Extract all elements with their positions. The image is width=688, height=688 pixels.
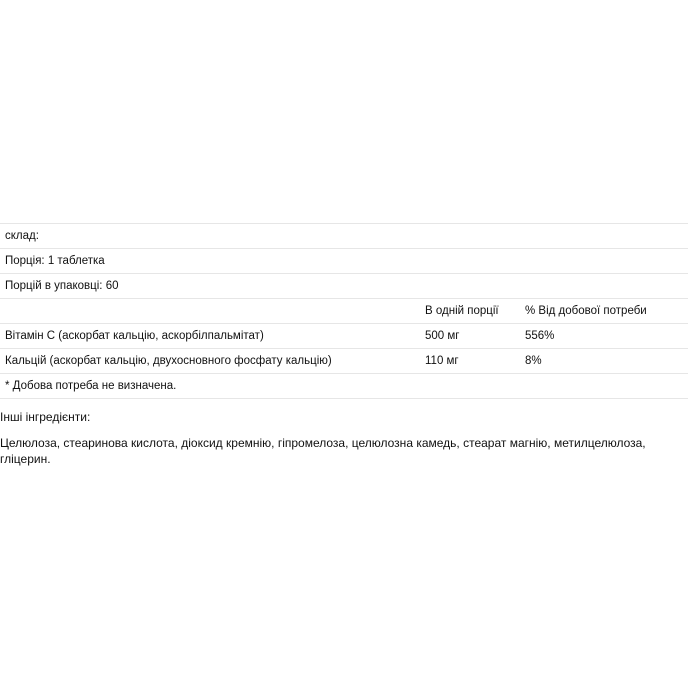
footnote: * Добова потреба не визначена. xyxy=(0,374,688,399)
facts-heading-row xyxy=(0,224,688,249)
nutrient-row xyxy=(0,349,688,374)
nutrient-daily-value: 556% xyxy=(523,324,688,349)
other-ingredients-title: Інші інгредієнти: xyxy=(0,410,91,424)
nutrient-row xyxy=(0,324,688,349)
column-header-daily-value: % Від добової потреби xyxy=(523,299,688,324)
nutrient-amount: 500 мг xyxy=(421,324,523,349)
footnote-row xyxy=(0,374,688,399)
servings-per-container-row xyxy=(0,274,688,299)
nutrient-amount: 110 мг xyxy=(421,349,523,374)
nutrient-daily-value: 8% xyxy=(523,349,688,374)
nutrient-name: Кальцій (аскорбат кальцію, двухосновного фосфату кальцію) xyxy=(0,349,421,374)
facts-heading: склад: xyxy=(0,224,688,249)
column-header-empty xyxy=(0,299,421,324)
supplement-facts-table xyxy=(0,223,688,399)
nutrient-name: Вітамін С (аскорбат кальцію, аскорбілпальмітат) xyxy=(0,324,421,349)
column-header-row xyxy=(0,299,688,324)
serving-size: Порція: 1 таблетка xyxy=(0,249,688,274)
servings-per-container: Порцій в упаковці: 60 xyxy=(0,274,688,299)
other-ingredients-text: Целюлоза, стеаринова кислота, діоксид кремнію, гіпромелоза, целюлозна камедь, стеарат магнію, метилцелюлоза, гліцерин. xyxy=(0,436,646,466)
serving-size-row xyxy=(0,249,688,274)
column-header-per-serving: В одній порції xyxy=(421,299,523,324)
